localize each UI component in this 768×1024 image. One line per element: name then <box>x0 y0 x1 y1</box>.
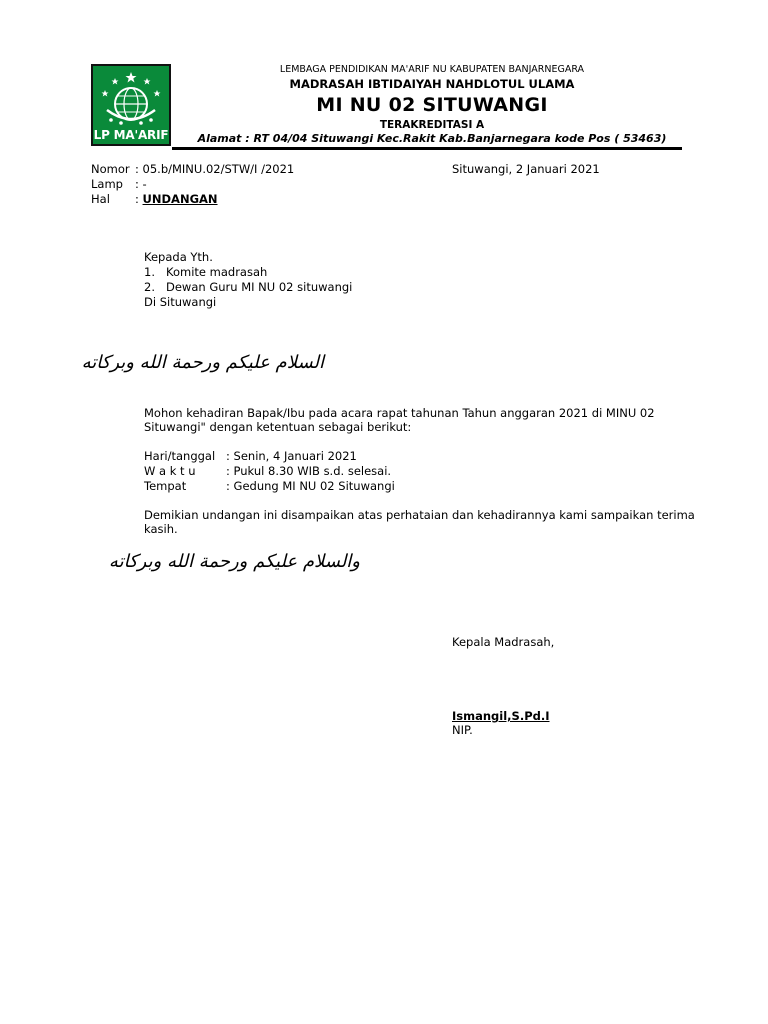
recipient-location: Di Situwangi <box>144 295 217 309</box>
signatory-nip: NIP. <box>452 723 473 737</box>
recipient-greeting: Kepada Yth. <box>144 250 213 264</box>
accreditation: TERAKREDITASI A <box>379 119 485 131</box>
place-date: Situwangi, 2 Januari 2021 <box>452 162 600 176</box>
hal-field <box>135 192 218 206</box>
letterhead-divider <box>172 147 682 150</box>
detail-label: W a k t u <box>144 464 196 478</box>
school-name: MI NU 02 SITUWANGI <box>316 94 548 116</box>
institution-parent: LEMBAGA PENDIDIKAN MA'ARIF NU KABUPATEN BANJARNEGARA <box>279 64 585 75</box>
salam-closing: والسلام عليكم ورحمة الله وبركاته <box>108 551 360 572</box>
detail-value: : Senin, 4 Januari 2021 <box>226 449 357 463</box>
signatory-name: Ismangil,S.Pd.I <box>452 709 550 723</box>
hal-colon: : <box>135 192 143 206</box>
hal-value: UNDANGAN <box>142 192 218 206</box>
detail-value: : Gedung MI NU 02 Situwangi <box>226 479 395 493</box>
closing-line: Demikian undangan ini disampaikan atas perhataian dan kehadirannya kami sampaikan terima <box>144 508 695 522</box>
school-address: Alamat : RT 04/04 Situwangi Kec.Rakit Kab.Banjarnegara kode Pos ( 53463) <box>197 132 667 145</box>
lp-maarif-logo <box>91 64 171 146</box>
logo-label: LP MA'ARIF <box>93 128 169 142</box>
closing-line: kasih. <box>144 522 178 536</box>
recipient-item-num: 2. <box>144 280 155 294</box>
institution-type: MADRASAH IBTIDAIYAH NAHDLOTUL ULAMA <box>289 77 575 91</box>
signatory-title: Kepala Madrasah, <box>452 635 555 649</box>
body-paragraph-line: Situwangi" dengan ketentuan sebagai berikut: <box>144 420 412 434</box>
salam-opening: السلام عليكم ورحمة الله وبركاته <box>81 352 324 373</box>
lamp-label: Lamp <box>91 177 123 191</box>
hal-label: Hal <box>91 192 110 206</box>
recipient-item-num: 1. <box>144 265 155 279</box>
detail-label: Tempat <box>144 479 187 493</box>
detail-label: Hari/tanggal <box>144 449 216 463</box>
body-paragraph-line: Mohon kehadiran Bapak/Ibu pada acara rapat tahunan Tahun anggaran 2021 di MINU 02 <box>144 406 655 420</box>
recipient-item: Komite madrasah <box>166 265 268 279</box>
recipient-item: Dewan Guru MI NU 02 situwangi <box>166 280 353 294</box>
nomor-label: Nomor <box>91 162 130 176</box>
lamp-value: : - <box>135 177 147 191</box>
detail-value: : Pukul 8.30 WIB s.d. selesai. <box>226 464 392 478</box>
nomor-value: : 05.b/MINU.02/STW/I /2021 <box>135 162 295 176</box>
